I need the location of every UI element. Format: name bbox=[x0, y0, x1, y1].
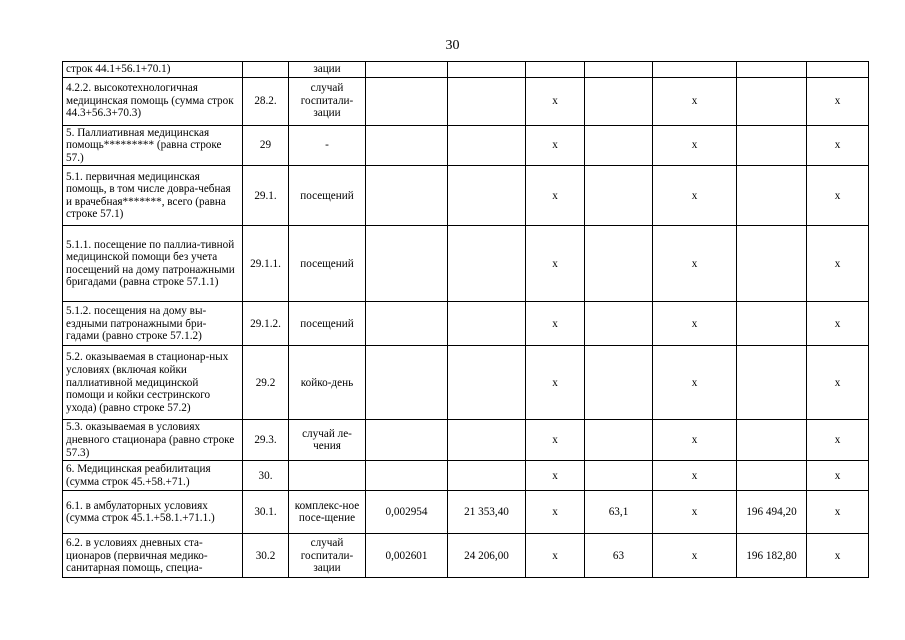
table-row bbox=[63, 534, 869, 578]
table-cell: х bbox=[526, 461, 585, 491]
table-cell: койко-день bbox=[289, 346, 366, 420]
table-cell: х bbox=[807, 125, 869, 166]
table-cell bbox=[366, 166, 448, 226]
table-cell: х bbox=[526, 420, 585, 461]
table-cell: х bbox=[653, 346, 737, 420]
table-cell: случай ле-чения bbox=[289, 420, 366, 461]
table-cell: 29.1.1. bbox=[243, 226, 289, 302]
table-cell bbox=[366, 77, 448, 125]
table-cell: х bbox=[653, 125, 737, 166]
table-row bbox=[63, 346, 869, 420]
table-cell: 6.2. в условиях дневных ста-ционаров (первичная медико-санитарная помощь, специа- bbox=[63, 534, 243, 578]
table-cell bbox=[585, 420, 653, 461]
table-row bbox=[63, 77, 869, 125]
table-cell: 196 494,20 bbox=[737, 491, 807, 534]
table-cell: х bbox=[526, 77, 585, 125]
table-cell: х bbox=[653, 420, 737, 461]
table-cell: 30.2 bbox=[243, 534, 289, 578]
table-cell bbox=[526, 62, 585, 78]
table-cell: х bbox=[526, 346, 585, 420]
table-cell bbox=[448, 302, 526, 346]
table-row bbox=[63, 226, 869, 302]
table-cell bbox=[737, 62, 807, 78]
table-cell: 0,002601 bbox=[366, 534, 448, 578]
table-cell: 6. Медицинская реабилитация (сумма строк 45.+58.+71.) bbox=[63, 461, 243, 491]
table-cell: х bbox=[526, 166, 585, 226]
table-cell: х bbox=[653, 491, 737, 534]
table-cell bbox=[737, 77, 807, 125]
table-cell bbox=[366, 420, 448, 461]
table-cell bbox=[737, 461, 807, 491]
tariff-table bbox=[62, 61, 869, 578]
table-cell: 5.1.2. посещения на дому вы-ездными патронажными бри-гадами (равно строке 57.1.2) bbox=[63, 302, 243, 346]
table-cell bbox=[585, 226, 653, 302]
table-row bbox=[63, 62, 869, 78]
table-cell bbox=[737, 346, 807, 420]
table-cell bbox=[585, 302, 653, 346]
table-cell bbox=[448, 166, 526, 226]
table-cell: х bbox=[807, 534, 869, 578]
table-cell: посещений bbox=[289, 302, 366, 346]
table-cell bbox=[366, 302, 448, 346]
table-cell bbox=[289, 461, 366, 491]
table-cell bbox=[585, 346, 653, 420]
table-cell: 63 bbox=[585, 534, 653, 578]
table-cell: х bbox=[653, 166, 737, 226]
table-cell: 0,002954 bbox=[366, 491, 448, 534]
table-cell: случай госпитали-зации bbox=[289, 77, 366, 125]
table-cell: посещений bbox=[289, 166, 366, 226]
table-cell: х bbox=[526, 226, 585, 302]
table-cell: х bbox=[807, 491, 869, 534]
table-row bbox=[63, 491, 869, 534]
table-row bbox=[63, 461, 869, 491]
table-cell bbox=[448, 346, 526, 420]
table-cell: 29.1. bbox=[243, 166, 289, 226]
table-cell bbox=[737, 420, 807, 461]
table-cell bbox=[737, 302, 807, 346]
table-cell bbox=[737, 166, 807, 226]
table-cell: 29.3. bbox=[243, 420, 289, 461]
table-cell: х bbox=[653, 534, 737, 578]
table-cell bbox=[737, 226, 807, 302]
table-cell: 24 206,00 bbox=[448, 534, 526, 578]
table-cell: 29 bbox=[243, 125, 289, 166]
table-cell bbox=[366, 62, 448, 78]
table-cell: х bbox=[807, 420, 869, 461]
table-cell: х bbox=[807, 461, 869, 491]
table-cell bbox=[448, 461, 526, 491]
table-cell: х bbox=[807, 346, 869, 420]
table-cell: 5. Паллиативная медицинская помощь********* (равна строке 57.) bbox=[63, 125, 243, 166]
table-cell bbox=[448, 125, 526, 166]
table-cell: 63,1 bbox=[585, 491, 653, 534]
table-cell: 4.2.2. высокотехнологичная медицинская помощь (сумма строк 44.3+56.3+70.3) bbox=[63, 77, 243, 125]
table-cell bbox=[366, 226, 448, 302]
table-cell: х bbox=[653, 461, 737, 491]
table-cell: 30. bbox=[243, 461, 289, 491]
table-cell: 5.2. оказываемая в стационар-ных условиях (включая койки паллиативной медицинской помощи и койки сестринского ухода) (равно строке 57.2) bbox=[63, 346, 243, 420]
table-cell: зации bbox=[289, 62, 366, 78]
table-cell: строк 44.1+56.1+70.1) bbox=[63, 62, 243, 78]
table-row bbox=[63, 302, 869, 346]
table-cell bbox=[366, 346, 448, 420]
table-cell: - bbox=[289, 125, 366, 166]
table-cell: х bbox=[653, 302, 737, 346]
table-cell: 29.1.2. bbox=[243, 302, 289, 346]
table-cell bbox=[243, 62, 289, 78]
table-cell bbox=[585, 125, 653, 166]
table-cell bbox=[366, 461, 448, 491]
table-cell: посещений bbox=[289, 226, 366, 302]
table-cell: 30.1. bbox=[243, 491, 289, 534]
table-cell bbox=[585, 461, 653, 491]
table-cell: х bbox=[653, 77, 737, 125]
table-cell: 5.1.1. посещение по паллиа-тивной медицинской помощи без учета посещений на дому патронажными бригадами (равна строке 57.1.1) bbox=[63, 226, 243, 302]
table-cell: х bbox=[807, 302, 869, 346]
table-row bbox=[63, 420, 869, 461]
table-cell: х bbox=[807, 166, 869, 226]
table-cell bbox=[448, 226, 526, 302]
table-cell bbox=[737, 125, 807, 166]
table-cell: 21 353,40 bbox=[448, 491, 526, 534]
table-cell: комплекс-ное посе-щение bbox=[289, 491, 366, 534]
table-body bbox=[63, 62, 869, 578]
table-cell: х bbox=[807, 77, 869, 125]
table-cell bbox=[807, 62, 869, 78]
table-cell bbox=[653, 62, 737, 78]
table-cell: х bbox=[526, 302, 585, 346]
table-cell: случай госпитали-зации bbox=[289, 534, 366, 578]
table-row bbox=[63, 125, 869, 166]
table-cell: 6.1. в амбулаторных условиях (сумма строк 45.1.+58.1.+71.1.) bbox=[63, 491, 243, 534]
table-cell: х bbox=[807, 226, 869, 302]
table-cell: 29.2 bbox=[243, 346, 289, 420]
table-cell: х bbox=[653, 226, 737, 302]
table-cell: 5.1. первичная медицинская помощь, в том числе довра-чебная и врачебная*******, всего (равна строке 57.1) bbox=[63, 166, 243, 226]
table-cell: 196 182,80 bbox=[737, 534, 807, 578]
table-cell bbox=[366, 125, 448, 166]
table-cell: х bbox=[526, 125, 585, 166]
page-number: 30 bbox=[445, 38, 460, 53]
table-cell bbox=[448, 62, 526, 78]
table-cell: х bbox=[526, 491, 585, 534]
table-cell bbox=[448, 420, 526, 461]
table-row bbox=[63, 166, 869, 226]
table-cell bbox=[585, 77, 653, 125]
table-cell bbox=[585, 62, 653, 78]
table-cell: 5.3. оказываемая в условиях дневного стационара (равно строке 57.3) bbox=[63, 420, 243, 461]
table-cell: 28.2. bbox=[243, 77, 289, 125]
table-cell: х bbox=[526, 534, 585, 578]
table-cell bbox=[585, 166, 653, 226]
table-cell bbox=[448, 77, 526, 125]
